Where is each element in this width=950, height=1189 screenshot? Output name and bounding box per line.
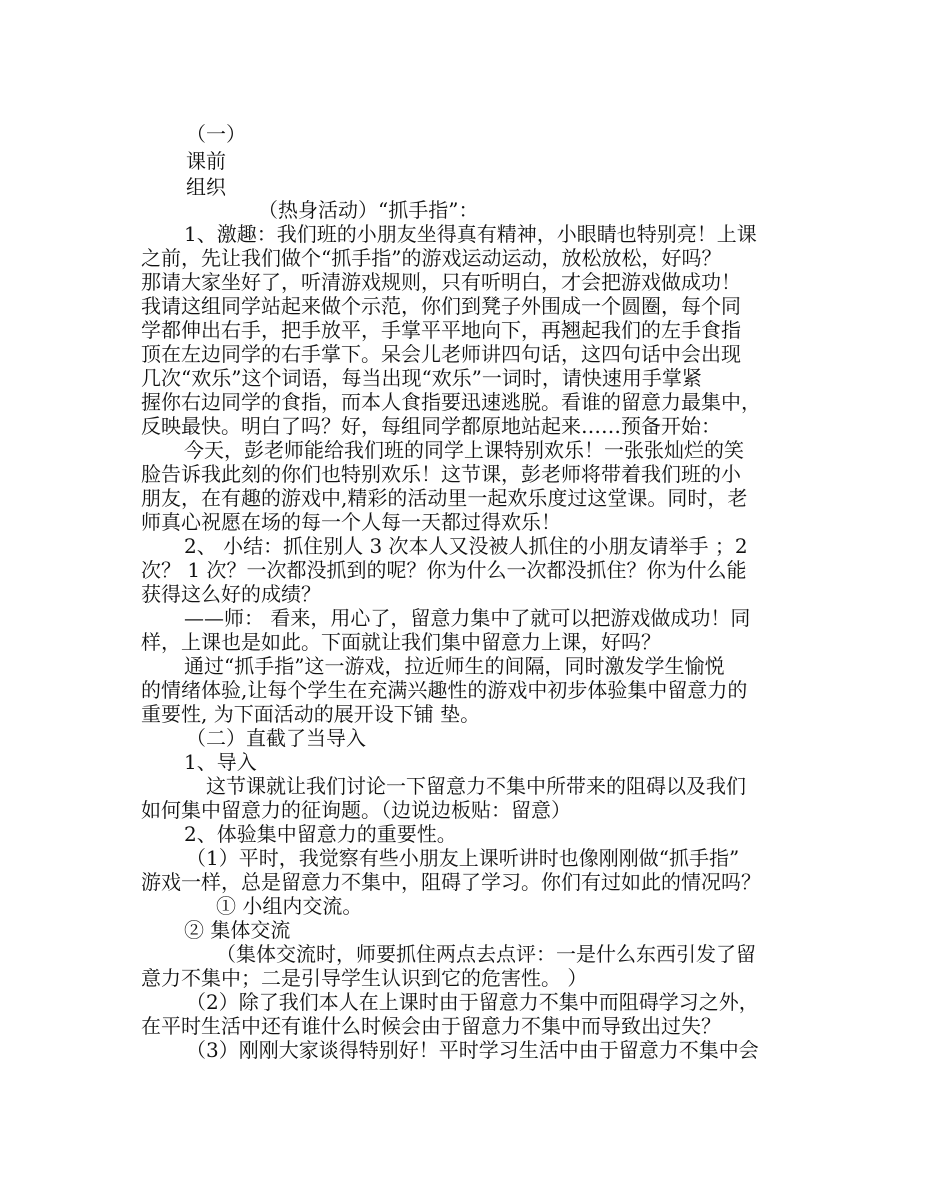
- body-text-line: 顶在左边同学的右手掌下。呆会儿老师讲四句话，这四句话中会出现: [141, 342, 741, 366]
- body-text-line: 游戏一样，总是留意力不集中，阻碍了学习。你们有过如此的情况吗？: [141, 870, 761, 894]
- body-text-line: 通过“抓手指”这一游戏，拉近师生的间隔，同时激发学生愉悦: [184, 654, 725, 678]
- section-heading: 组织: [186, 175, 226, 199]
- body-text-line: （1）平时，我觉察有些小朋友上课听讲时也像刚刚做“抓手指”: [186, 846, 740, 870]
- subsection-heading: 1、导入: [184, 750, 257, 774]
- body-text-line: 之前，先让我们做个“抓手指”的游戏运动运动，放松放松，好吗？: [141, 246, 722, 270]
- body-text-line: 今天，彭老师能给我们班的同学上课特别欢乐！一张张灿烂的笑: [184, 438, 744, 462]
- body-text-line: 那请大家坐好了，听清游戏规则，只有听明白，才会把游戏做成功！: [141, 270, 741, 294]
- body-text-line: （2）除了我们本人在上课时由于留意力不集中而阻碍学习之外，: [186, 990, 759, 1014]
- body-text-line: 师真心祝愿在场的每一个人每一天都过得欢乐！: [141, 510, 561, 534]
- body-text-line: 意力不集中；二是引导学生认识到它的危害性。 ）: [141, 966, 588, 990]
- body-text-line: 1、激趣：我们班的小朋友坐得真有精神，小眼睛也特别亮！上课: [184, 222, 757, 246]
- body-text-line: 如何集中留意力的征询题。（边说边板贴：留意）: [141, 798, 571, 822]
- body-text-line: 样，上课也是如此。下面就让我们集中留意力上课，好吗？: [141, 630, 661, 654]
- body-text-line: ② 集体交流: [184, 918, 291, 942]
- body-text-line: 朋友，在有趣的游戏中,精彩的活动里一起欢乐度过这堂课。同时，老: [141, 486, 748, 510]
- body-text-line: 学都伸出右手，把手放平，手掌平平地向下，再翘起我们的左手食指: [141, 318, 741, 342]
- subsection-heading: 2、体验集中留意力的重要性。: [184, 822, 457, 846]
- body-text-line: 这节课就让我们讨论一下留意力不集中所带来的阻碍以及我们: [206, 774, 746, 798]
- body-text-line: 的情绪体验,让每个学生在充满兴趣性的游戏中初步体验集中留意力的: [141, 678, 748, 702]
- section-heading: （一）: [186, 122, 246, 146]
- body-text-line: 2、 小结：抓住别人 3 次本人又没被人抓住的小朋友请举手 ；2: [184, 534, 748, 558]
- body-text-line: 握你右边同学的食指，而本人食指要迅速逃脱。看谁的留意力最集中，: [141, 390, 761, 414]
- activity-heading: （热身活动）“抓手指”：: [258, 198, 479, 222]
- section-heading: （二）直截了当导入: [186, 726, 366, 750]
- body-text-line: 我请这组同学站起来做个示范，你们到凳子外围成一个圆圈，每个同: [141, 294, 741, 318]
- body-text-line: 在平时生活中还有谁什么时候会由于留意力不集中而导致出过失？: [141, 1014, 721, 1038]
- body-text-line: 脸告诉我此刻的你们也特别欢乐！这节课，彭老师将带着我们班的小: [141, 462, 741, 486]
- body-text-line: （3）刚刚大家谈得特别好！平时学习生活中由于留意力不集中会: [186, 1038, 759, 1062]
- body-text-line: （集体交流时，师要抓住两点去点评：一是什么东西引发了留: [216, 942, 756, 966]
- body-text-line: 几次“欢乐”这个词语，每当出现“欢乐”一词时，请快速用手掌紧: [141, 366, 702, 390]
- section-heading: 课前: [186, 149, 226, 173]
- body-text-line: 获得这么好的成绩？: [141, 582, 321, 606]
- body-text-line: 反映最快。明白了吗？好，每组同学都原地站起来……预备开始：: [141, 414, 721, 438]
- body-text-line: ——师： 看来，用心了，留意力集中了就可以把游戏做成功！同: [184, 606, 751, 630]
- body-text-line: 次？ 1 次？一次都没抓到的呢？你为什么一次都没抓住？你为什么能: [141, 558, 747, 582]
- body-text-line: 重要性, 为下面活动的展开设下铺 垫。: [141, 702, 481, 726]
- body-text-line: ① 小组内交流。: [216, 894, 363, 918]
